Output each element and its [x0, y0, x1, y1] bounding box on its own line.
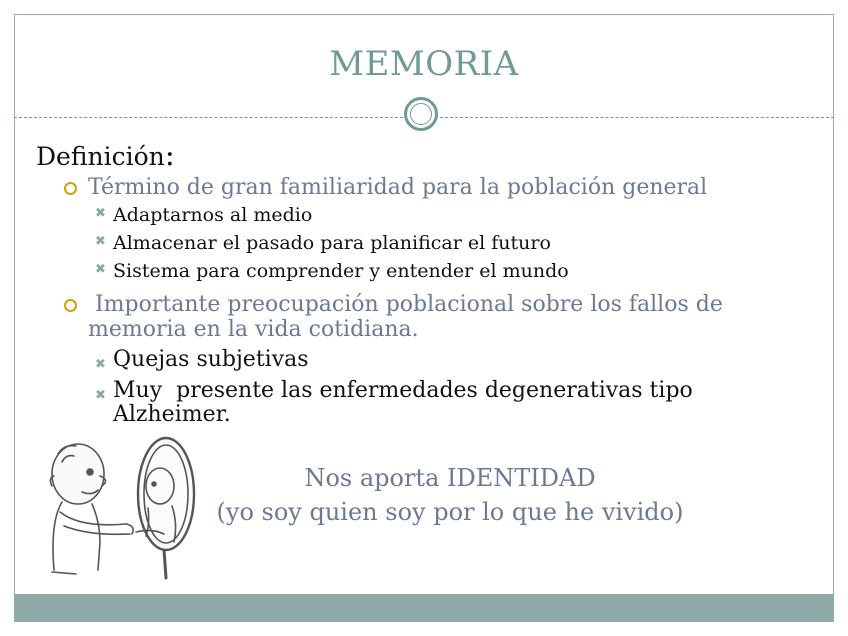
- bullet-text-line: Importante preocupación poblacional sobre los fallos de: [88, 292, 723, 317]
- definition-label: Definición: [36, 142, 165, 171]
- x-bullet-icon: ✖: [95, 388, 106, 403]
- circle-bullet-icon: [64, 182, 77, 195]
- man-mirror-illustration: [40, 432, 210, 582]
- sub-bullet-text: Quejas subjetivas: [113, 347, 309, 372]
- sub-bullet-item: [95, 260, 569, 282]
- sub-bullet-text-line: Alzheimer.: [113, 402, 231, 427]
- identity-line: Nos aporta IDENTIDAD: [304, 464, 596, 492]
- sub-bullet-text: Almacenar el pasado para planificar el futuro: [113, 232, 551, 254]
- sub-bullet-item: [95, 204, 313, 226]
- sub-bullet-item: [95, 347, 309, 372]
- bullet-text: Término de gran familiaridad para la población general: [88, 175, 708, 200]
- x-bullet-icon: ✖: [95, 357, 106, 372]
- bullet-item: [88, 175, 707, 200]
- slide-title: MEMORIA: [329, 44, 519, 84]
- circle-bullet-icon: [64, 299, 77, 312]
- sub-bullet-text: Sistema para comprender y entender el mundo: [113, 260, 569, 282]
- definition-colon: :: [164, 138, 175, 173]
- x-bullet-icon: ✖: [95, 206, 106, 221]
- ring-ornament-icon: [404, 97, 438, 131]
- x-bullet-icon: ✖: [95, 234, 106, 249]
- sub-bullet-text: Adaptarnos al medio: [113, 204, 313, 226]
- sub-bullet-item: [95, 232, 551, 254]
- sub-bullet-item: [95, 378, 693, 427]
- x-bullet-icon: ✖: [95, 262, 106, 277]
- identity-subline: (yo soy quien soy por lo que he vivido): [216, 498, 684, 526]
- definition-heading: [36, 138, 175, 173]
- footer-bar: [14, 594, 834, 622]
- bullet-item: [88, 292, 723, 342]
- sub-bullet-text-line: Muy presente las enfermedades degenerativas tipo: [113, 378, 693, 403]
- bullet-text-line: memoria en la vida cotidiana.: [88, 317, 419, 342]
